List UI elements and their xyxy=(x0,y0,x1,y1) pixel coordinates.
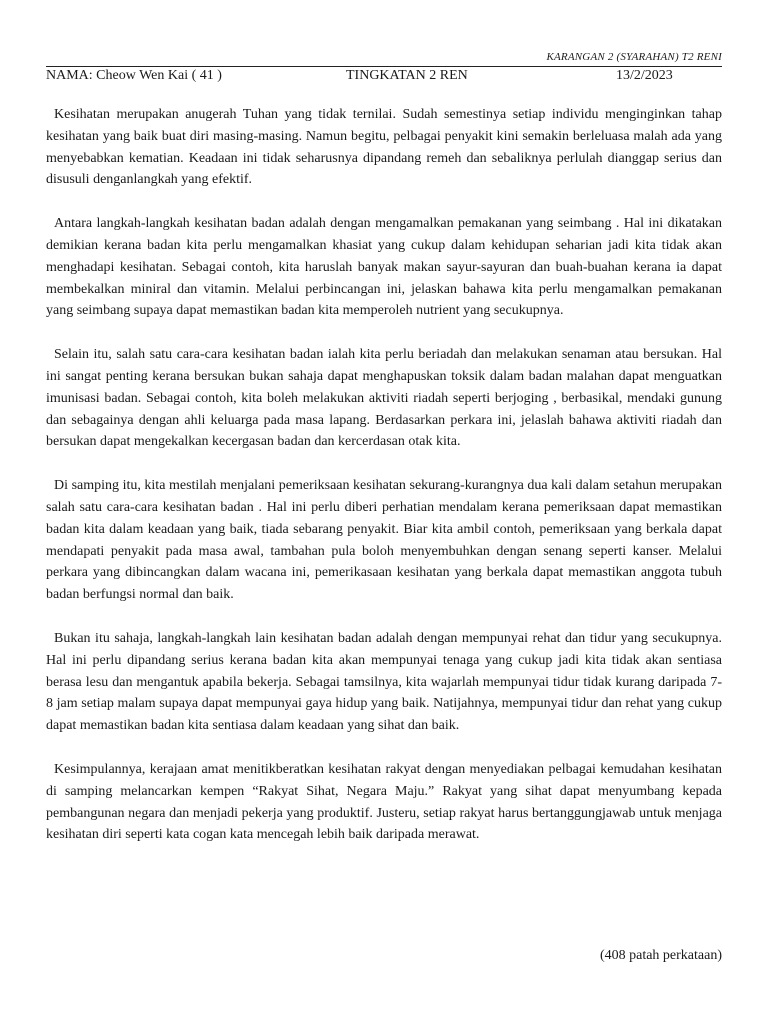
paragraph-point-2: Selain itu, salah satu cara-cara kesihatan badan ialah kita perlu beriadah dan melakukan senaman atau bersukan. Hal ini sangat penting kerana bersukan bukan sahaja dapat menghapuskan toksik dalam badan malahan dapat menguatkan imunisasi badan. Sebagai contoh, kita boleh melakukan aktiviti riadah seperti berjoging , berbasikal, mendaki gunung dan sebagainya dengan ahli keluarga pada masa lapang. Berdasarkan perkara ini, jelaslah bahawa aktiviti riadah dan bersukan dapat mengekalkan kecergasan badan dan kercerdasan otak kita. xyxy=(46,347,722,450)
running-head: KARANGAN 2 (SYARAHAN) T2 RENI xyxy=(546,51,722,63)
student-name: NAMA: Cheow Wen Kai ( 41 ) xyxy=(46,68,222,83)
student-info-line xyxy=(46,68,722,86)
paragraph-point-1: Antara langkah-langkah kesihatan badan adalah dengan mengamalkan pemakanan yang seimbang . Hal ini dikatakan demikian kerana badan kita perlu mengamalkan khasiat yang cukup dalam kehidupan seharian jadi kita tidak akan menghadapi kesihatan. Sebagai contoh, kita haruslah banyak makan sayur-sayuran dan buah-buahan kerana ia dapat membekalkan miniral dan vitamin. Melalui perbincangan ini, jelaskan bahawa kita perlu mengamalkan pemakanan yang seimbang supaya dapat memastikan badan kita memperoleh nutrient yang secukupnya. xyxy=(46,216,722,319)
essay-date: 13/2/2023 xyxy=(616,68,673,83)
header-divider xyxy=(46,66,722,67)
paragraph-point-4: Bukan itu sahaja, langkah-langkah lain kesihatan badan adalah dengan mempunyai rehat dan tidur yang secukupnya. Hal ini perlu dipandang serius kerana badan kita akan mempunyai tenaga yang cukup jadi kita tidak akan sentiasa berasa lesu dan mengantuk apabila bekerja. Sebagai tamsilnya, kita wajarlah mempunyai tidur tidak kurang daripada 7-8 jam setiap malam supaya dapat mempunyai gaya hidup yang baik. Natijahnya, mempunyai tidur dan rehat yang cukup dapat memastikan badan kita sentiasa dalam keadaan yang sihat dan baik. xyxy=(46,630,722,734)
paragraph-conclusion: Kesimpulannya, kerajaan amat menitikberatkan kesihatan rakyat dengan menyediakan pelbagai kemudahan kesihatan di samping melancarkan kempen “Rakyat Sihat, Negara Maju.” Rakyat yang sihat dapat menyumbang kepada pembangunan negara dan menjadi pekerja yang produktif. Justeru, setiap rakyat harus bertanggungjawab untuk menjaga kesihatan diri seperti kata cogan kata mencegah lebih baik daripada merawat. xyxy=(46,761,722,843)
paragraph-point-3: Di samping itu, kita mestilah menjalani pemeriksaan kesihatan sekurang-kurangnya dua kali dalam setahun merupakan salah satu cara-cara kesihatan badan . Hal ini perlu diberi perhatian mendalam kerana pemeriksaan dapat memastikan badan kita dalam keadaan yang baik, tiada sebarang penyakit. Biar kita ambil contoh, pemeriksaan yang berkala dapat mendapati penyakit pada masa awal, tambahan pula boloh menyembuhkan dengan senang seperti kanser. Melalui perkara yang dibincangkan dalam wacana ini, pemerikasaan kesihatan yang berkala dapat memastikan anggota tubuh badan berfungsi normal dan baik. xyxy=(46,478,722,603)
word-count: (408 patah perkataan) xyxy=(599,948,722,963)
paragraph-introduction: Kesihatan merupakan anugerah Tuhan yang tidak ternilai. Sudah semestinya setiap individu menginginkan tahap kesihatan yang baik buat diri masing-masing. Namun begitu, pelbagai penyakit kini semakin berleluasa malah ada yang menyebabkan kematian. Keadaan ini tidak seharusnya dipandang remeh dan sebaliknya perlulah dianggap serius dan disusuli denganlangkah yang efektif. xyxy=(46,107,722,188)
student-class: TINGKATAN 2 REN xyxy=(346,68,468,83)
essay-body xyxy=(46,104,722,868)
